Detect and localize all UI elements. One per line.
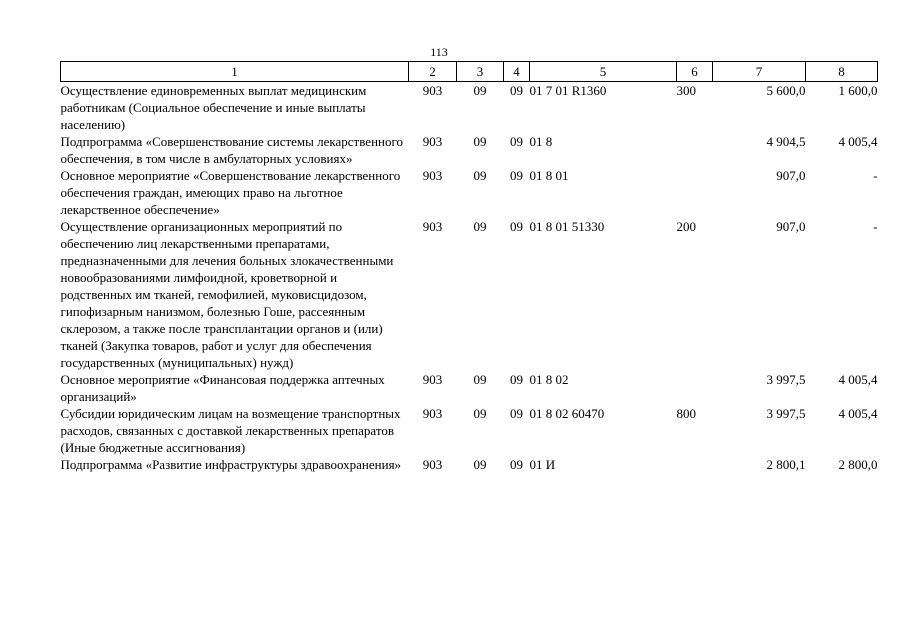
header-cell: 1: [61, 62, 409, 82]
row-sum-1: 4 904,5: [766, 134, 806, 149]
header-cell: 4: [504, 62, 530, 82]
row-kcsr: 01 8: [529, 134, 553, 149]
page-number: 113: [430, 45, 448, 59]
row-sum-2: -: [873, 219, 878, 234]
row-grbs: 903: [422, 168, 443, 183]
row-vr: [677, 456, 713, 473]
row-grbs: 903: [422, 219, 443, 234]
row-pr: 09: [510, 457, 523, 472]
table-row: [61, 133, 878, 167]
row-sum-1: 5 600,0: [766, 83, 806, 98]
row-rz: 09: [473, 457, 487, 472]
row-pr: 09: [510, 219, 523, 234]
budget-table: [60, 61, 878, 473]
row-rz: 09: [473, 83, 487, 98]
header-cell: 2: [409, 62, 457, 82]
row-pr: 09: [510, 372, 523, 387]
row-grbs: 903: [422, 83, 443, 98]
table-row: [61, 218, 878, 371]
row-kcsr: 01 8 02: [529, 372, 569, 387]
row-sum-2: 4 005,4: [838, 372, 878, 387]
row-kcsr: 01 8 01: [529, 168, 569, 183]
row-name: Субсидии юридическим лицам на возмещение транспортных расходов, связанных с доставкой лекарственных препаратов (Иные бюджетные ассигнования): [60, 406, 401, 455]
row-name: Основное мероприятие «Финансовая поддержка аптечных организаций»: [60, 372, 385, 404]
row-sum-1: 3 997,5: [766, 372, 806, 387]
table-row: [61, 82, 878, 134]
table-row: [61, 167, 878, 218]
row-pr: 09: [510, 168, 523, 183]
row-pr: 09: [510, 406, 523, 421]
header-cell: 7: [713, 62, 806, 82]
row-name: Основное мероприятие «Совершенствование лекарственного обеспечения граждан, имеющих право на льготное лекарственное обеспечение»: [60, 168, 401, 217]
table-row: [61, 456, 878, 473]
row-name: Осуществление организационных мероприятий по обеспечению лиц лекарственными препаратами, предназначенными для лечения больных злокачественными новообразованиями лимфоидной, кроветворной и родственных им тканей, гемофилией, муковисцидозом, гипофизарным нанизмом, болезнью Гоше, рассеянным склерозом, а также после трансплантации органов и (или) тканей (Закупка товаров, работ и услуг для обеспечения государственных (муниципальных) нужд): [60, 219, 394, 370]
row-name: Осуществление единовременных выплат медицинским работникам (Социальное обеспечение и иные выплаты населению): [60, 83, 367, 132]
header-cell: 8: [806, 62, 878, 82]
row-vr: [677, 371, 713, 405]
row-grbs: 903: [422, 134, 443, 149]
row-grbs: 903: [422, 372, 443, 387]
row-sum-2: 1 600,0: [838, 83, 878, 98]
row-vr: 800: [676, 406, 696, 421]
row-rz: 09: [473, 372, 487, 387]
row-pr: 09: [510, 134, 523, 149]
row-pr: 09: [510, 83, 523, 98]
row-rz: 09: [473, 168, 487, 183]
row-name: Подпрограмма «Развитие инфраструктуры здравоохранения»: [60, 457, 402, 472]
row-vr: 300: [676, 83, 696, 98]
row-vr: [677, 167, 713, 218]
table-row: [61, 371, 878, 405]
row-sum-2: -: [873, 168, 878, 183]
header-cell: 5: [530, 62, 677, 82]
row-sum-1: 907,0: [776, 168, 806, 183]
row-sum-1: 907,0: [776, 219, 806, 234]
header-cell: 3: [457, 62, 504, 82]
row-vr: [677, 133, 713, 167]
row-kcsr: 01 И: [529, 457, 556, 472]
row-kcsr: 01 7 01 R1360: [529, 83, 607, 98]
row-name: Подпрограмма «Совершенствование системы лекарственного обеспечения, в том числе в амбулаторных условиях»: [60, 134, 403, 166]
row-sum-1: 2 800,1: [766, 457, 806, 472]
row-sum-2: 4 005,4: [838, 406, 878, 421]
row-vr: 200: [676, 219, 696, 234]
row-grbs: 903: [422, 457, 443, 472]
table-row: [61, 405, 878, 456]
row-kcsr: 01 8 01 51330: [529, 219, 605, 234]
row-rz: 09: [473, 219, 487, 234]
row-sum-2: 2 800,0: [838, 457, 878, 472]
table-header-row: [61, 62, 878, 82]
row-sum-2: 4 005,4: [838, 134, 878, 149]
row-sum-1: 3 997,5: [766, 406, 806, 421]
header-cell: 6: [677, 62, 713, 82]
row-grbs: 903: [422, 406, 443, 421]
row-rz: 09: [473, 406, 487, 421]
row-kcsr: 01 8 02 60470: [529, 406, 605, 421]
row-rz: 09: [473, 134, 487, 149]
